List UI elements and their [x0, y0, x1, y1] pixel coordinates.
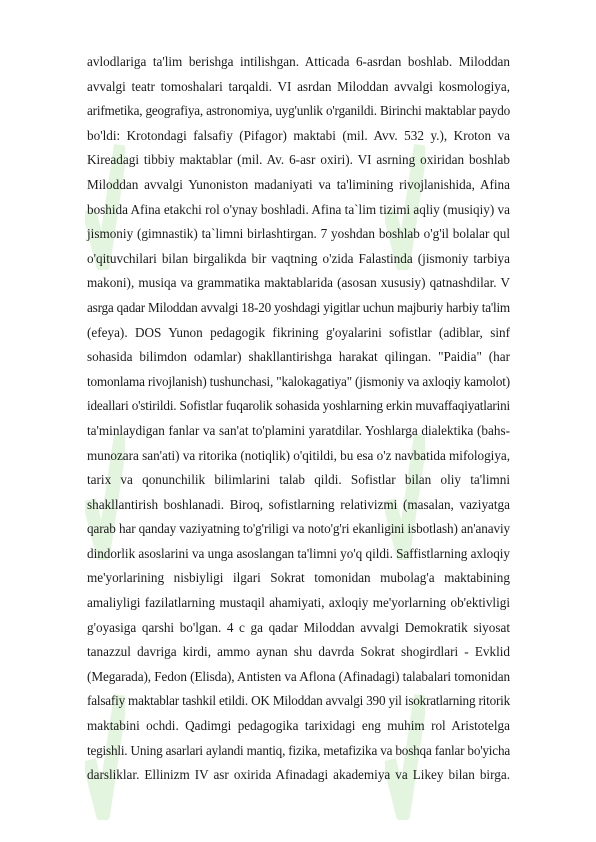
text-line: darsliklar. Ellinizm IV asr oxirida Afinadagi akademiya va Likey bilan birga. — [87, 767, 510, 783]
text-line: asrga qadar Miloddan avvalgi 18-20 yoshdagi yigitlar uchun majburiy harbiy ta'lim — [87, 299, 510, 315]
text-line: me'yorlarining nisbiyligi ilgari Sokrat tomonidan mubolag'a maktabining — [87, 570, 510, 586]
text-line: makoni), musiqa va grammatika maktablarida (asosan xususiy) qatnashdilar. V — [87, 275, 510, 291]
text-line: tegishli. Uning asarlari aylandi mantiq, fizika, metafizika va boshqa fanlar bo'yicha — [87, 742, 511, 758]
text-line: ideallari o'stirildi. Sofistlar fuqarolik sohasida yoshlarning erkin muvaffaqiyatlarini — [87, 398, 511, 414]
text-line: dindorlik asoslarini va unga asoslangan ta'limni yo'q qildi. Saffistlarning axloqiy — [87, 545, 510, 561]
text-line: shakllantirish boshlanadi. Biroq, sofistlarning relativizmi (masalan, vaziyatga — [87, 496, 510, 512]
text-line: qarab har qanday vaziyatning to'g'riligi va noto'g'ri ekanligini isbotlash) an'anaviy — [87, 521, 511, 537]
text-line: g'oyasiga qarshi bo'lgan. 4 c ga qadar Miloddan avvalgi Demokratik siyosat — [87, 619, 510, 635]
body-text — [87, 50, 510, 788]
text-line: Miloddan avvalgi Yunoniston madaniyati va ta'limining rivojlanishida, Afina — [87, 176, 510, 192]
text-line: (Megarada), Fedon (Elisda), Antisten va Aflona (Afinadagi) talabalari tomonidan — [87, 668, 511, 684]
text-line: bo'ldi: Krotondagi falsafiy (Pifagor) maktabi (mil. Avv. 532 y.), Kroton va — [87, 127, 510, 143]
text-line: o'qituvchilari bilan birgalikda bir vaqtning o'zida Falastinda (jismoniy tarbiya — [87, 250, 510, 266]
text-line: Kireadagi tibbiy maktablar (mil. Av. 6-asr oxiri). VI asrning oxiridan boshlab — [87, 152, 510, 168]
text-line: munozara san'ati) va ritorika (notiqlik) o'qitildi, bu esa o'z navbatida mifologiya, — [87, 447, 511, 463]
text-line: tomonlama rivojlanish) tushunchasi, "kalokagatiya" (jismoniy va axloqiy kamolot) — [87, 373, 511, 389]
text-line: ta'minlaydigan fanlar va san'at to'plamini yaratdilar. Yoshlarga dialektika (bahs- — [87, 422, 510, 438]
text-line: sohasida bilimdon odamlar) shakllantirishga harakat qilingan. "Paidia" (har — [87, 349, 510, 365]
text-line: avlodlariga ta'lim berishga intilishgan. Atticada 6-asrdan boshlab. Miloddan — [87, 54, 510, 69]
text-line: tanazzul davriga kirdi, ammo aynan shu davrda Sokrat shogirdlari - Evklid — [87, 644, 510, 660]
text-line: boshida Afina etakchi rol o'ynay boshladi. Afina ta`lim tizimi aqliy (musiqiy) va — [87, 201, 510, 217]
text-line: amaliyligi fazilatlarning mustaqil ahamiyati, axloqiy me'yorlarning ob'ektivligi — [87, 595, 510, 611]
text-line: maktabini ochdi. Qadimgi pedagogika tarixidagi eng muhim rol Aristotelga — [87, 718, 510, 734]
text-line: (efeya). DOS Yunon pedagogik fikrining g'oyalarini sofistlar (adiblar, sinf — [87, 324, 510, 340]
text-line: jismoniy (gimnastik) ta`limni birlashtirgan. 7 yoshdan boshlab o'g'il bolalar qul — [87, 226, 510, 242]
text-line: avvalgi teatr tomoshalari tarqaldi. VI asrdan Miloddan avvalgi kosmologiya, — [87, 78, 510, 94]
text-line: tarix va qonunchilik bilimlarini talab qildi. Sofistlar bilan oliy ta'limni — [87, 472, 510, 488]
text-line: arifmetika, geografiya, astronomiya, uyg'unlik o'rganildi. Birinchi maktablar paydo — [87, 103, 511, 119]
text-line: falsafiy maktablar tashkil etildi. OK Miloddan avvalgi 390 yil isokratlarning ritorik — [87, 693, 511, 709]
